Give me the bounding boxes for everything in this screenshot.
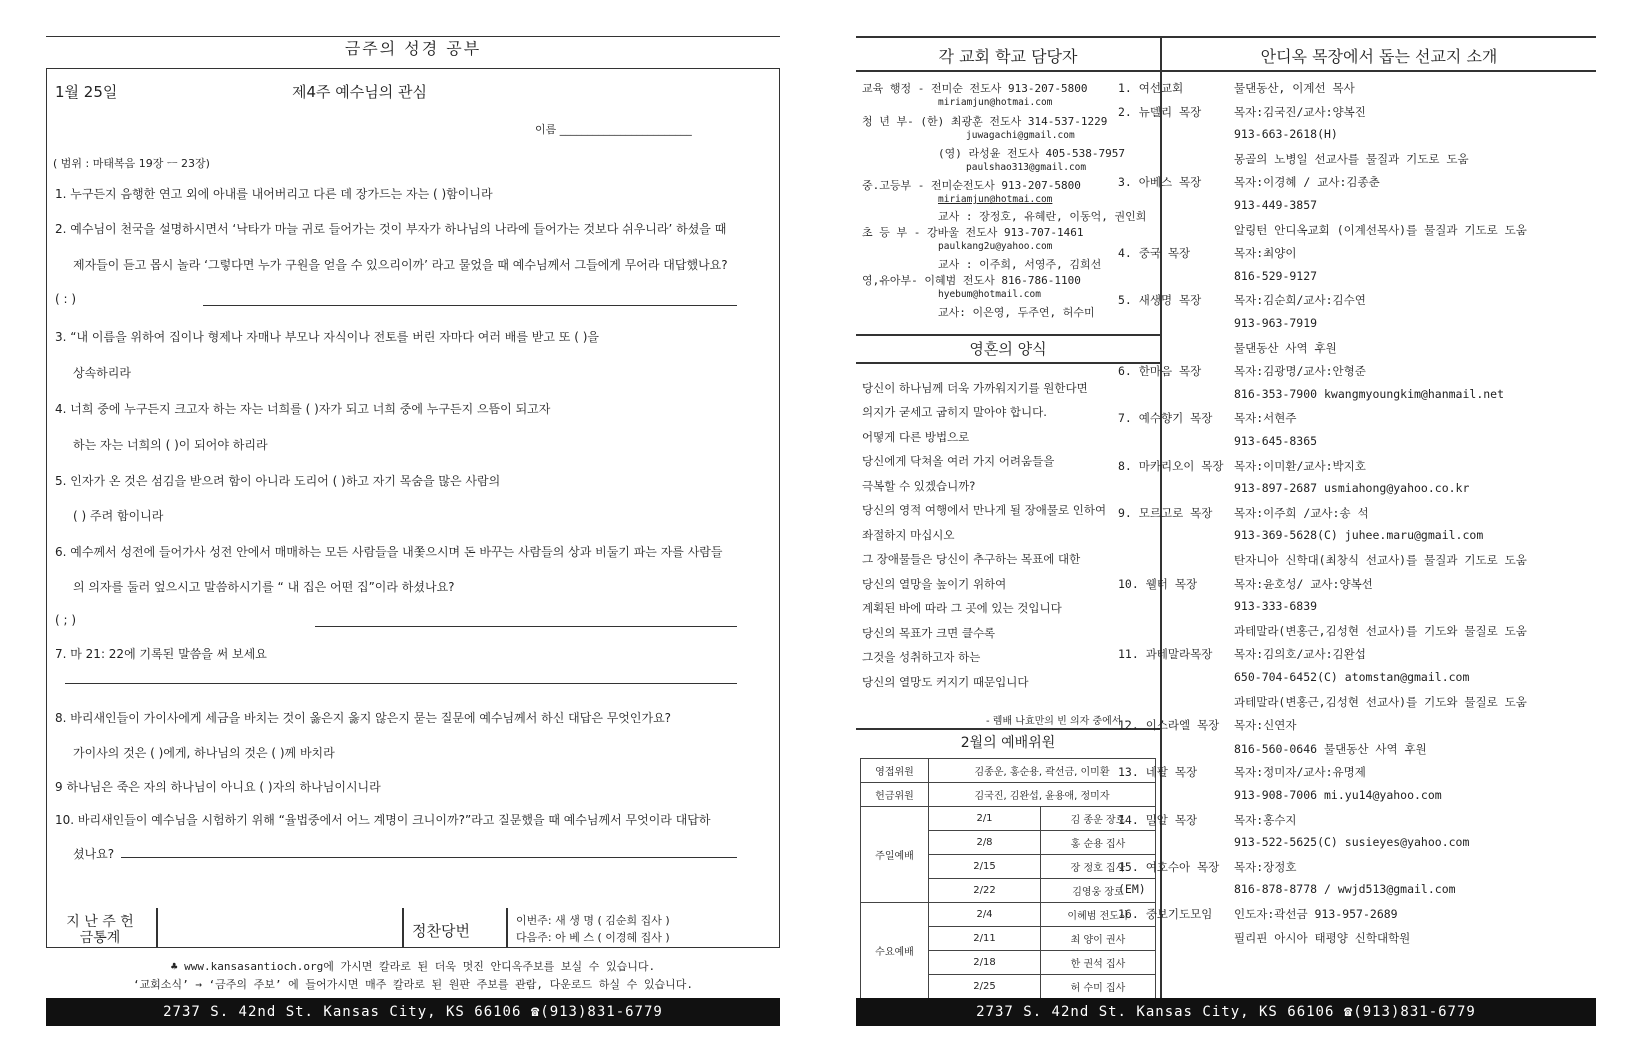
church-address-footer: 2737 S. 42nd St. Kansas City, KS 66106 ☎(913)831-6779: [856, 998, 1596, 1026]
table-row: [861, 759, 1156, 783]
table-cell: 2/22: [929, 879, 1041, 903]
question-9: 9 하나님은 죽은 자의 하나님이 아니요 ( )자의 하나님이시니라: [55, 780, 381, 794]
mission-item-name: 3. 아베스 목장: [1118, 175, 1202, 190]
mission-item-name: 13. 네팔 목장: [1118, 765, 1198, 780]
soul-line: 당신의 영적 여행에서 만나게 될 장애물로 인하여: [862, 503, 1107, 517]
school-email: hyebum@hotmail.com: [938, 289, 1041, 300]
mission-item-detail: 816-560-0646 물댄동산 사역 후원: [1234, 741, 1427, 756]
question-4-line-1: 4. 너희 중에 누구든지 크고자 하는 자는 너희를 ( )자가 되고 너희 중에 누구든지 으뜸이 되고자: [55, 402, 551, 416]
bible-study-heading: 금주의 성경 공부: [46, 36, 780, 64]
school-email: paulshao313@gmail.com: [966, 162, 1087, 173]
school-email: paulkang2u@yahoo.com: [938, 241, 1053, 252]
offering-stats-label: 지 난 주 헌금통계: [66, 914, 134, 946]
divider: [1162, 70, 1596, 72]
mission-item-detail: 913-645-8365: [1234, 434, 1318, 448]
mission-item-detail: 인도자:곽선금 913-957-2689: [1234, 907, 1398, 921]
mission-item-detail: 과테말라(변홍근,김성현 선교사)를 기도와 물질로 도움: [1234, 694, 1527, 709]
question-6-line-1: 6. 예수께서 성전에 들어가사 성전 안에서 매매하는 모든 사람들을 내쫓으시며 돈 바꾸는 사람들의 상과 비둘기 파는 자를 사람들: [55, 545, 723, 559]
soul-line: 그것을 성취하고자 하는: [862, 650, 981, 664]
question-3-line-2: 상속하리라: [73, 366, 131, 380]
mission-item-name: 12. 이스라엘 목장: [1118, 718, 1220, 733]
divider: [856, 36, 1596, 38]
school-email: juwagachi@gmail.com: [966, 130, 1075, 141]
mission-item-name: 1. 여선교회: [1118, 81, 1184, 95]
question-10-line-1: 10. 바리새인들이 예수님을 시험하기 위해 “율법중에서 어느 계명이 크니이까?”라고 질문했을 때 예수님께서 무엇이라 대답하: [55, 813, 711, 827]
table-cell: 2/8: [929, 831, 1041, 855]
answer-line: [203, 305, 737, 306]
divider: [856, 728, 1160, 730]
soul-line: 당신의 열망을 높이기 위하여: [862, 577, 1007, 591]
mission-item-detail: 816-353-7900 kwangmyoungkim@hanmail.net: [1234, 386, 1505, 401]
church-address-footer: 2737 S. 42nd St. Kansas City, KS 66106 ☎(913)831-6779: [46, 998, 780, 1026]
mission-item-detail: 913-663-2618(H): [1234, 127, 1338, 142]
mission-item-name: 2. 뉴델리 목장: [1118, 104, 1202, 119]
mission-item-name: 4. 중국 목장: [1118, 246, 1191, 261]
mission-item-name: 9. 모르고로 목장: [1118, 505, 1213, 520]
mission-item-detail: 816-878-8778 / wwjd513@gmail.com: [1234, 882, 1456, 897]
mission-item-name: 11. 과테말라목장: [1118, 647, 1213, 662]
offering-row: [46, 908, 780, 948]
table-cell: 수요예배: [861, 903, 929, 999]
soul-line: 의지가 굳세고 굽히지 말아야 합니다.: [862, 405, 1047, 419]
school-admin: 교육 행정 - 전미순 전도사 913-207-5800: [862, 82, 1088, 95]
mission-item-detail: 913-963-7919: [1234, 316, 1318, 330]
answer-line: [121, 857, 737, 858]
soul-food-heading: 영혼의 양식: [969, 340, 1047, 358]
school-teachers: 교사: 이은영, 두주연, 허수미: [938, 306, 1095, 319]
mission-item-detail: 913-897-2687 usmiahong@yahoo.co.kr: [1234, 481, 1470, 496]
mission-item-name: 14. 밀알 목장: [1118, 812, 1198, 827]
table-cell: 2/25: [929, 975, 1041, 999]
mission-item-detail: 목자:정미자/교사:유명제: [1234, 765, 1366, 780]
table-cell: 2/11: [929, 927, 1041, 951]
soul-line: 그 장애물들은 당신이 추구하는 목표에 대한: [862, 552, 1081, 566]
question-3-line-1: 3. “내 이름을 위하여 집이나 형제나 자매나 부모나 자식이나 전토를 버린 자마다 여러 배를 받고 또 ( )을: [55, 330, 599, 344]
table-cell: 최 양이 권사: [1041, 927, 1156, 951]
study-range: ( 범위 : 마태복음 19장 ㅡ 23장): [53, 157, 210, 170]
mission-item-detail: 목자:김순희/교사:김수연: [1234, 293, 1366, 308]
divider: [856, 334, 1160, 336]
mission-item-detail: 913-449-3857: [1234, 198, 1318, 212]
mission-item-detail: 목자:김광명/교사:안형준: [1234, 364, 1366, 379]
bible-study-box: [46, 68, 780, 948]
mission-item-detail: 과테말라(변홍근,김성현 선교사)를 기도와 물질로 도움: [1234, 623, 1527, 638]
mission-item-detail: 목자:윤호성/ 교사:양복선: [1234, 576, 1373, 591]
question-7: 7. 마 21: 22에 기록된 말씀을 써 보세요: [55, 647, 267, 661]
mission-heading: 안디옥 목장에서 돕는 선교지 소개: [1260, 47, 1498, 66]
table-cell: 헌금위원: [861, 783, 929, 807]
mission-item-detail: 몽골의 노병일 선교사를 물질과 기도로 도움: [1234, 151, 1469, 166]
mission-item-name: 7. 예수향기 목장: [1118, 411, 1213, 426]
divider: [402, 908, 404, 948]
mission-item-detail: 물댄동산 사역 후원: [1234, 340, 1337, 355]
name-field-label: 이름 ________________________: [535, 123, 692, 136]
mission-item-detail: 913-369-5628(C) juhee.maru@gmail.com: [1234, 528, 1484, 543]
school-teachers: 교사 : 이주희, 서영주, 김희선: [938, 258, 1102, 271]
divider: [506, 908, 508, 948]
soul-source: - 렘배 나효만의 빈 의자 중에서 -: [986, 716, 1129, 727]
table-cell: 허 수미 집사: [1041, 975, 1156, 999]
mission-item-name: 16. 중보기도모임: [1118, 907, 1213, 921]
mission-item-name: 10. 웰터 목장: [1118, 576, 1198, 591]
school-youth-en: (영) 라성윤 전도사 405-538-7957: [938, 147, 1125, 160]
mission-item-detail: 필리핀 아시아 태평양 신학대학원: [1234, 930, 1411, 945]
table-row: [861, 807, 1156, 831]
study-date: 1월 25일: [55, 83, 118, 101]
mission-item-detail: 913-908-7006 mi.yu14@yahoo.com: [1234, 788, 1442, 802]
school-highschool: 중.고등부 - 전미순전도사 913-207-5800: [862, 179, 1081, 192]
table-cell: 2/18: [929, 951, 1041, 975]
mission-item-name: (EM): [1118, 882, 1146, 897]
mission-item-detail: 650-704-6452(C) atomstan@gmail.com: [1234, 670, 1470, 684]
divider: [156, 908, 158, 948]
worship-committee-heading: 2월의 예배위원: [960, 735, 1056, 751]
table-cell: 김영웅 장로: [1041, 879, 1156, 903]
question-2-answer: ( : ): [55, 292, 77, 306]
mission-item-detail: 목자:장정호: [1234, 859, 1297, 874]
question-8-line-2: 가이사의 것은 ( )에게, 하나님의 것은 ( )께 바치라: [73, 746, 335, 760]
mission-item-detail: 816-529-9127: [1234, 268, 1318, 283]
soul-line: 극복할 수 있겠습니까?: [862, 479, 976, 493]
meal-duty-next-week: 다음주: 아 베 스 ( 이경혜 집사 ): [516, 931, 670, 944]
table-cell: 김종운, 홍순용, 곽선금, 이미환: [929, 759, 1156, 783]
meal-duty-this-week: 이번주: 새 생 명 ( 김순희 집사 ): [516, 914, 670, 927]
mission-item-detail: 목자:최양이: [1234, 246, 1297, 261]
table-row: [861, 903, 1156, 927]
table-cell: 한 권석 집사: [1041, 951, 1156, 975]
table-row: [861, 783, 1156, 807]
right-page: [856, 36, 1596, 1034]
table-cell: 영접위원: [861, 759, 929, 783]
worship-committee-table: [860, 758, 1156, 999]
soul-line: 당신에게 닥쳐올 여러 가지 어려움들을: [862, 454, 1055, 468]
mission-item-detail: 목자:김국진/교사:양복진: [1234, 104, 1366, 119]
download-notice: ‘교회소식’ → ‘금주의 주보’ 에 들어가시면 매주 칼라로 된 원판 주보를 관람, 다운로드 하실 수 있습니다.: [132, 978, 694, 991]
left-page: [46, 36, 780, 1034]
answer-line: [315, 626, 737, 627]
mission-item-detail: 913-522-5625(C) susieyes@yahoo.com: [1234, 835, 1470, 850]
mission-item-detail: 목자:이미환/교사:박지호: [1234, 458, 1366, 473]
mission-item-detail: 목자:홍수지: [1234, 812, 1297, 827]
question-4-line-2: 하는 자는 너희의 ( )이 되어야 하리라: [73, 438, 268, 452]
mission-item-name: 8. 마카리오이 목장: [1118, 458, 1224, 473]
question-2-line-2: 제자들이 듣고 몹시 놀라 ‘그렇다면 누가 구원을 얻을 수 있으리이까’ 라고 물었을 때 예수님께서 그들에게 무어라 대답했나요?: [73, 258, 728, 272]
question-6-answer: ( ; ): [55, 613, 77, 627]
question-8-line-1: 8. 바리새인들이 가이사에게 세금을 바치는 것이 옳은지 옳지 않은지 묻는 질문에 예수님께서 하신 대답은 무엇인가요?: [55, 711, 672, 725]
divider: [856, 70, 1160, 72]
soul-line: 당신이 하나님께 더욱 가까워지기를 원한다면: [862, 381, 1088, 395]
question-2-line-1: 2. 예수님이 천국을 설명하시면서 ‘낙타가 마늘 귀로 들어가는 것이 부자가 하나님의 나라에 들어가는 것보다 쉬우니라’ 하셨을 때: [55, 222, 727, 236]
soul-line: 당신의 열망도 커지기 때문입니다: [862, 675, 1029, 689]
mission-item-detail: 물댄동산, 이계선 목사: [1234, 81, 1355, 95]
school-infant: 영,유아부- 이혜범 전도사 816-786-1100: [862, 274, 1081, 287]
mission-item-detail: 목자:이경혜 / 교사:김종춘: [1234, 175, 1380, 190]
mission-item-name: 5. 새생명 목장: [1118, 293, 1202, 308]
table-cell: 2/1: [929, 807, 1041, 831]
table-cell: 장 정호 집사: [1041, 855, 1156, 879]
school-teachers: 교사 : 장정호, 유혜란, 이동억, 권인희: [938, 210, 1147, 223]
table-cell: 이혜범 전도사: [1041, 903, 1156, 927]
school-email: miriamjun@hotmai.com: [938, 97, 1053, 108]
question-5-line-2: ( ) 주려 함이니라: [73, 509, 164, 523]
soul-line: 계획된 바에 따라 그 곳에 있는 것입니다: [862, 601, 1062, 615]
soul-line: 좌절하지 마십시오: [862, 528, 955, 542]
table-cell: 2/15: [929, 855, 1041, 879]
mission-item-detail: 목자:서현주: [1234, 411, 1297, 426]
answer-line: [65, 683, 737, 684]
school-staff-heading: 각 교회 학교 담당자: [938, 47, 1078, 66]
question-5-line-1: 5. 인자가 온 것은 섬김을 받으려 함이 아니라 도리어 ( )하고 자기 목숨을 많은 사람의: [55, 474, 501, 488]
question-6-line-2: 의 의자를 둘러 엎으시고 말씀하시기를 “ 내 집은 어떤 집”이라 하셨나요?: [73, 580, 455, 594]
divider: [856, 362, 1160, 364]
table-cell: 2/4: [929, 903, 1041, 927]
table-cell: 김 종운 장로: [1041, 807, 1156, 831]
mission-item-detail: 목자:김의호/교사:김완섭: [1234, 647, 1366, 662]
school-youth: 청 년 부- (한) 최광훈 전도사 314-537-1229: [862, 115, 1108, 128]
question-10-line-2: 셨나요?: [73, 847, 115, 861]
mission-item-detail: 913-333-6839: [1234, 599, 1318, 614]
table-cell: 주일예배: [861, 807, 929, 903]
school-elementary: 초 등 부 - 강바울 전도사 913-707-1461: [862, 226, 1084, 239]
study-week-title: 제4주 예수님의 관심: [292, 83, 428, 101]
table-cell: 김국진, 김완섭, 윤용애, 정미자: [929, 783, 1156, 807]
website-notice: ♣ www.kansasantioch.org에 가시면 칼라로 된 더욱 멋진 안디옥주보를 보실 수 있습니다.: [170, 960, 656, 973]
mission-item-name: 6. 한마음 목장: [1118, 364, 1202, 379]
table-cell: 홍 순용 집사: [1041, 831, 1156, 855]
meal-duty-label: 정찬당번: [412, 922, 470, 940]
school-email: miriamjun@hotmai.com: [938, 194, 1053, 205]
mission-item-detail: 목자:신연자: [1234, 718, 1297, 733]
mission-item-name: 15. 여호수아 목장: [1118, 859, 1220, 874]
mission-item-detail: 목자:이주희 /교사:송 석: [1234, 505, 1369, 520]
question-1: 1. 누구든지 음행한 연고 외에 아내를 내어버리고 다른 데 장가드는 자는 ( )함이니라: [55, 187, 493, 201]
soul-line: 어떻게 다른 방법으로: [862, 430, 970, 444]
mission-item-detail: 알링턴 안디옥교회 (이계선목사)를 물질과 기도로 도움: [1234, 222, 1527, 237]
soul-line: 당신의 목표가 크면 클수록: [862, 626, 996, 640]
mission-item-detail: 탄자니아 신학대(최창식 선교사)를 물질과 기도로 도움: [1234, 553, 1527, 567]
